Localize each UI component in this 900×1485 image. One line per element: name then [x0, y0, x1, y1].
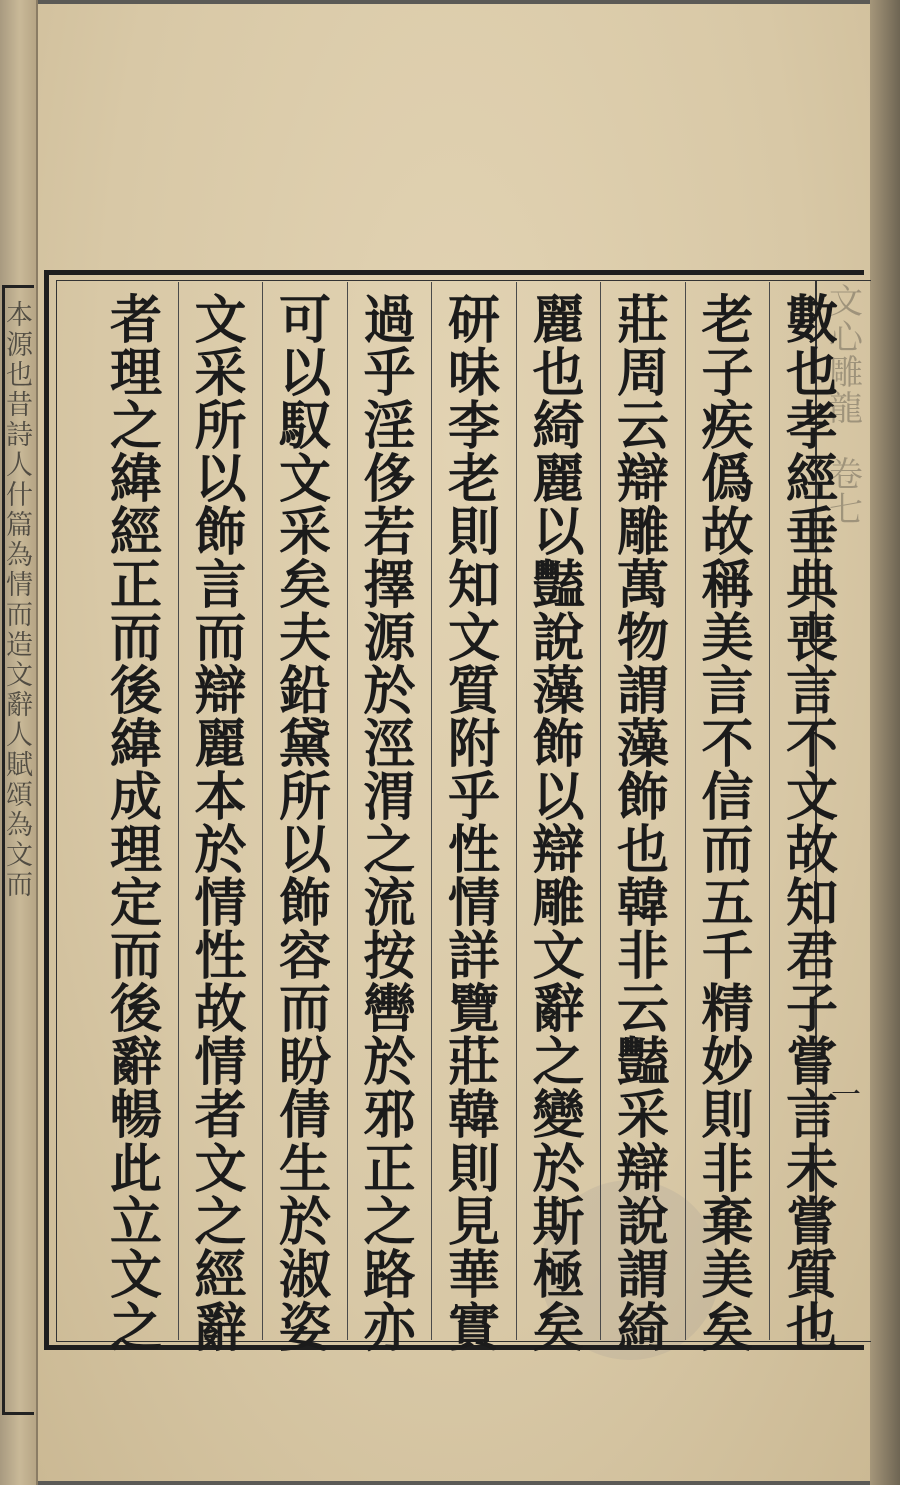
column-rule [347, 282, 348, 1340]
character: 藻 [616, 715, 669, 776]
character: 之 [532, 1033, 585, 1094]
character: 美 [701, 1245, 754, 1306]
character: 見 [447, 1192, 500, 1253]
character: 美 [701, 609, 754, 670]
character: 雕 [616, 503, 669, 564]
character: 喪 [785, 609, 838, 670]
character: 垂 [785, 503, 838, 564]
character: 變 [532, 1086, 585, 1147]
character: 理 [109, 344, 162, 405]
character: 轡 [363, 980, 416, 1041]
character: 豔 [616, 1033, 669, 1094]
character: 采 [278, 503, 331, 564]
character: 矣 [532, 1298, 585, 1359]
character: 文 [532, 927, 585, 988]
character: 則 [447, 503, 500, 564]
character: 經 [194, 1245, 247, 1306]
character: 豔 [532, 556, 585, 617]
character: 麗 [194, 715, 247, 776]
character: 者 [109, 291, 162, 351]
character: 孝 [785, 397, 838, 458]
fragment-char: 辭 [6, 690, 33, 721]
fragment-char: 昔 [6, 390, 33, 421]
character: 知 [785, 874, 838, 935]
character: 而 [109, 609, 162, 670]
fragment-char: 文 [6, 840, 33, 871]
character: 馭 [278, 397, 331, 458]
character: 詳 [447, 927, 500, 988]
character: 故 [194, 980, 247, 1041]
character: 未 [785, 1139, 838, 1200]
character: 說 [532, 609, 585, 670]
character: 以 [532, 503, 585, 564]
character: 緯 [109, 450, 162, 511]
character: 則 [447, 1139, 500, 1200]
character: 典 [785, 556, 838, 617]
character: 若 [363, 503, 416, 564]
folio-number: 一 [831, 1078, 861, 1113]
character: 於 [194, 821, 247, 882]
text-column [181, 291, 261, 1359]
character: 擇 [363, 556, 416, 617]
character: 於 [278, 1192, 331, 1253]
character: 而 [109, 927, 162, 988]
character: 質 [785, 1245, 838, 1306]
character: 飾 [194, 503, 247, 564]
character: 言 [194, 556, 247, 617]
character: 老 [447, 450, 500, 511]
character: 本 [194, 768, 247, 829]
character: 情 [194, 1033, 247, 1094]
character: 文 [278, 450, 331, 511]
character: 黛 [278, 715, 331, 776]
character: 僞 [701, 450, 754, 511]
fragment-char: 文 [6, 660, 33, 691]
character: 辯 [532, 821, 585, 882]
character: 理 [109, 821, 162, 882]
character: 華 [447, 1245, 500, 1306]
column-rule [516, 282, 517, 1340]
gutter-title-char: 心 [829, 317, 863, 358]
character: 實 [447, 1298, 500, 1359]
character: 按 [363, 927, 416, 988]
fragment-char: 為 [6, 540, 33, 571]
text-column [434, 291, 514, 1359]
character: 辯 [616, 450, 669, 511]
character: 雕 [532, 874, 585, 935]
character: 采 [616, 1086, 669, 1147]
character: 韓 [447, 1086, 500, 1147]
character: 以 [532, 768, 585, 829]
character: 之 [109, 397, 162, 458]
character: 文 [785, 768, 838, 829]
character: 文 [447, 609, 500, 670]
character: 辭 [532, 980, 585, 1041]
character: 藻 [532, 662, 585, 723]
text-column [772, 291, 852, 1359]
character: 暢 [109, 1086, 162, 1147]
character: 性 [447, 821, 500, 882]
character: 後 [109, 662, 162, 723]
character: 數 [785, 291, 838, 351]
character: 經 [785, 450, 838, 511]
character: 故 [785, 821, 838, 882]
gutter-title-char: 雕 [829, 353, 863, 394]
column-rule [178, 282, 179, 1340]
character: 之 [109, 1298, 162, 1359]
character: 定 [109, 874, 162, 935]
character: 之 [363, 821, 416, 882]
character: 以 [278, 344, 331, 405]
character: 可 [278, 291, 331, 351]
character: 而 [701, 821, 754, 882]
character: 以 [278, 821, 331, 882]
character: 淑 [278, 1245, 331, 1306]
character: 嘗 [785, 1192, 838, 1253]
character: 辯 [194, 662, 247, 723]
column-rule [262, 282, 263, 1340]
fragment-char: 人 [6, 450, 33, 481]
character: 情 [447, 874, 500, 935]
character: 於 [363, 1033, 416, 1094]
character: 研 [447, 291, 500, 351]
character: 斯 [532, 1192, 585, 1253]
fragment-char: 篇 [6, 510, 33, 541]
character: 疾 [701, 397, 754, 458]
character: 周 [616, 344, 669, 405]
character: 源 [363, 609, 416, 670]
character: 非 [616, 927, 669, 988]
character: 言 [785, 662, 838, 723]
character: 棄 [701, 1192, 754, 1253]
fragment-char: 而 [6, 600, 33, 631]
character: 言 [785, 1086, 838, 1147]
character: 麗 [532, 291, 585, 351]
character: 此 [109, 1139, 162, 1200]
character: 言 [701, 662, 754, 723]
character: 云 [616, 980, 669, 1041]
fragment-char: 本 [6, 300, 33, 331]
gutter-title-char: 文 [829, 282, 863, 322]
character: 姿 [278, 1298, 331, 1359]
gutter-title-char: 龍 [829, 389, 863, 430]
character: 邪 [363, 1086, 416, 1147]
character: 於 [363, 662, 416, 723]
character: 之 [363, 1192, 416, 1253]
character: 乎 [363, 344, 416, 405]
character: 綺 [532, 397, 585, 458]
text-column [96, 291, 176, 1359]
fragment-char: 什 [6, 480, 33, 511]
character: 經 [109, 503, 162, 564]
text-column [688, 291, 768, 1359]
column-rule [769, 282, 770, 1340]
character: 容 [278, 927, 331, 988]
character: 鉛 [278, 662, 331, 723]
character: 萬 [616, 556, 669, 617]
character: 韓 [616, 874, 669, 935]
character: 不 [701, 715, 754, 776]
character: 李 [447, 397, 500, 458]
character: 嘗 [785, 1033, 838, 1094]
character: 淫 [363, 397, 416, 458]
character: 不 [785, 715, 838, 776]
character: 五 [701, 874, 754, 935]
column-rule [431, 282, 432, 1340]
character: 而 [194, 609, 247, 670]
character: 謂 [616, 662, 669, 723]
character: 侈 [363, 450, 416, 511]
character: 正 [363, 1139, 416, 1200]
page-edge [870, 0, 900, 1485]
character: 采 [194, 344, 247, 405]
fragment-char: 造 [6, 630, 33, 661]
text-column [603, 291, 683, 1359]
character: 涇 [363, 715, 416, 776]
character: 飾 [278, 874, 331, 935]
character: 則 [701, 1086, 754, 1147]
fragment-char: 源 [6, 330, 33, 361]
character: 麗 [532, 450, 585, 511]
character: 所 [278, 768, 331, 829]
character: 味 [447, 344, 500, 405]
character: 子 [785, 980, 838, 1041]
character: 成 [109, 768, 162, 829]
character: 矣 [701, 1298, 754, 1359]
character: 辭 [109, 1033, 162, 1094]
character: 乎 [447, 768, 500, 829]
text-column [265, 291, 345, 1359]
column-rule [600, 282, 601, 1340]
character: 而 [278, 980, 331, 1041]
character: 矣 [278, 556, 331, 617]
character: 性 [194, 927, 247, 988]
character: 文 [109, 1245, 162, 1306]
character: 情 [194, 874, 247, 935]
text-column [519, 291, 599, 1359]
character: 非 [701, 1139, 754, 1200]
character: 云 [616, 397, 669, 458]
character: 流 [363, 874, 416, 935]
character: 物 [616, 609, 669, 670]
fragment-char: 為 [6, 810, 33, 841]
character: 極 [532, 1245, 585, 1306]
character: 精 [701, 980, 754, 1041]
character: 綺 [616, 1298, 669, 1359]
character: 路 [363, 1245, 416, 1306]
gutter-volume-char: 卷 [829, 454, 863, 495]
fragment-char: 情 [6, 570, 33, 601]
character: 者 [194, 1086, 247, 1147]
character: 附 [447, 715, 500, 776]
previous-page-edge [0, 0, 38, 1485]
text-column [350, 291, 430, 1359]
fragment-char: 也 [6, 360, 33, 391]
character: 倩 [278, 1086, 331, 1147]
character: 莊 [616, 291, 669, 351]
character: 也 [532, 344, 585, 405]
character: 君 [785, 927, 838, 988]
character: 覽 [447, 980, 500, 1041]
character: 千 [701, 927, 754, 988]
character: 立 [109, 1192, 162, 1253]
character: 也 [616, 821, 669, 882]
character: 亦 [363, 1298, 416, 1359]
character: 以 [194, 450, 247, 511]
character: 辯 [616, 1139, 669, 1200]
character: 故 [701, 503, 754, 564]
character: 文 [194, 1139, 247, 1200]
character: 妙 [701, 1033, 754, 1094]
character: 文 [194, 291, 247, 351]
character: 子 [701, 344, 754, 405]
fragment-char: 詩 [6, 420, 33, 451]
character: 質 [447, 662, 500, 723]
character: 稱 [701, 556, 754, 617]
character: 也 [785, 1298, 838, 1359]
gutter-volume-char: 七 [829, 490, 863, 531]
character: 於 [532, 1139, 585, 1200]
character: 莊 [447, 1033, 500, 1094]
character: 後 [109, 980, 162, 1041]
character: 飾 [616, 768, 669, 829]
character: 辭 [194, 1298, 247, 1359]
fragment-char: 賦 [6, 750, 33, 781]
character: 夫 [278, 609, 331, 670]
character: 之 [194, 1192, 247, 1253]
fragment-char: 頌 [6, 780, 33, 811]
character: 過 [363, 291, 416, 351]
character: 信 [701, 768, 754, 829]
fragment-char: 而 [6, 870, 33, 901]
character: 飾 [532, 715, 585, 776]
character: 老 [701, 291, 754, 351]
character: 所 [194, 397, 247, 458]
character: 盼 [278, 1033, 331, 1094]
character: 謂 [616, 1245, 669, 1306]
character: 渭 [363, 768, 416, 829]
column-rule [685, 282, 686, 1340]
character: 正 [109, 556, 162, 617]
character: 緯 [109, 715, 162, 776]
previous-page-text-fragment [2, 285, 34, 1415]
character: 生 [278, 1139, 331, 1200]
character: 也 [785, 344, 838, 405]
character: 知 [447, 556, 500, 617]
character: 說 [616, 1192, 669, 1253]
fragment-char: 人 [6, 720, 33, 751]
